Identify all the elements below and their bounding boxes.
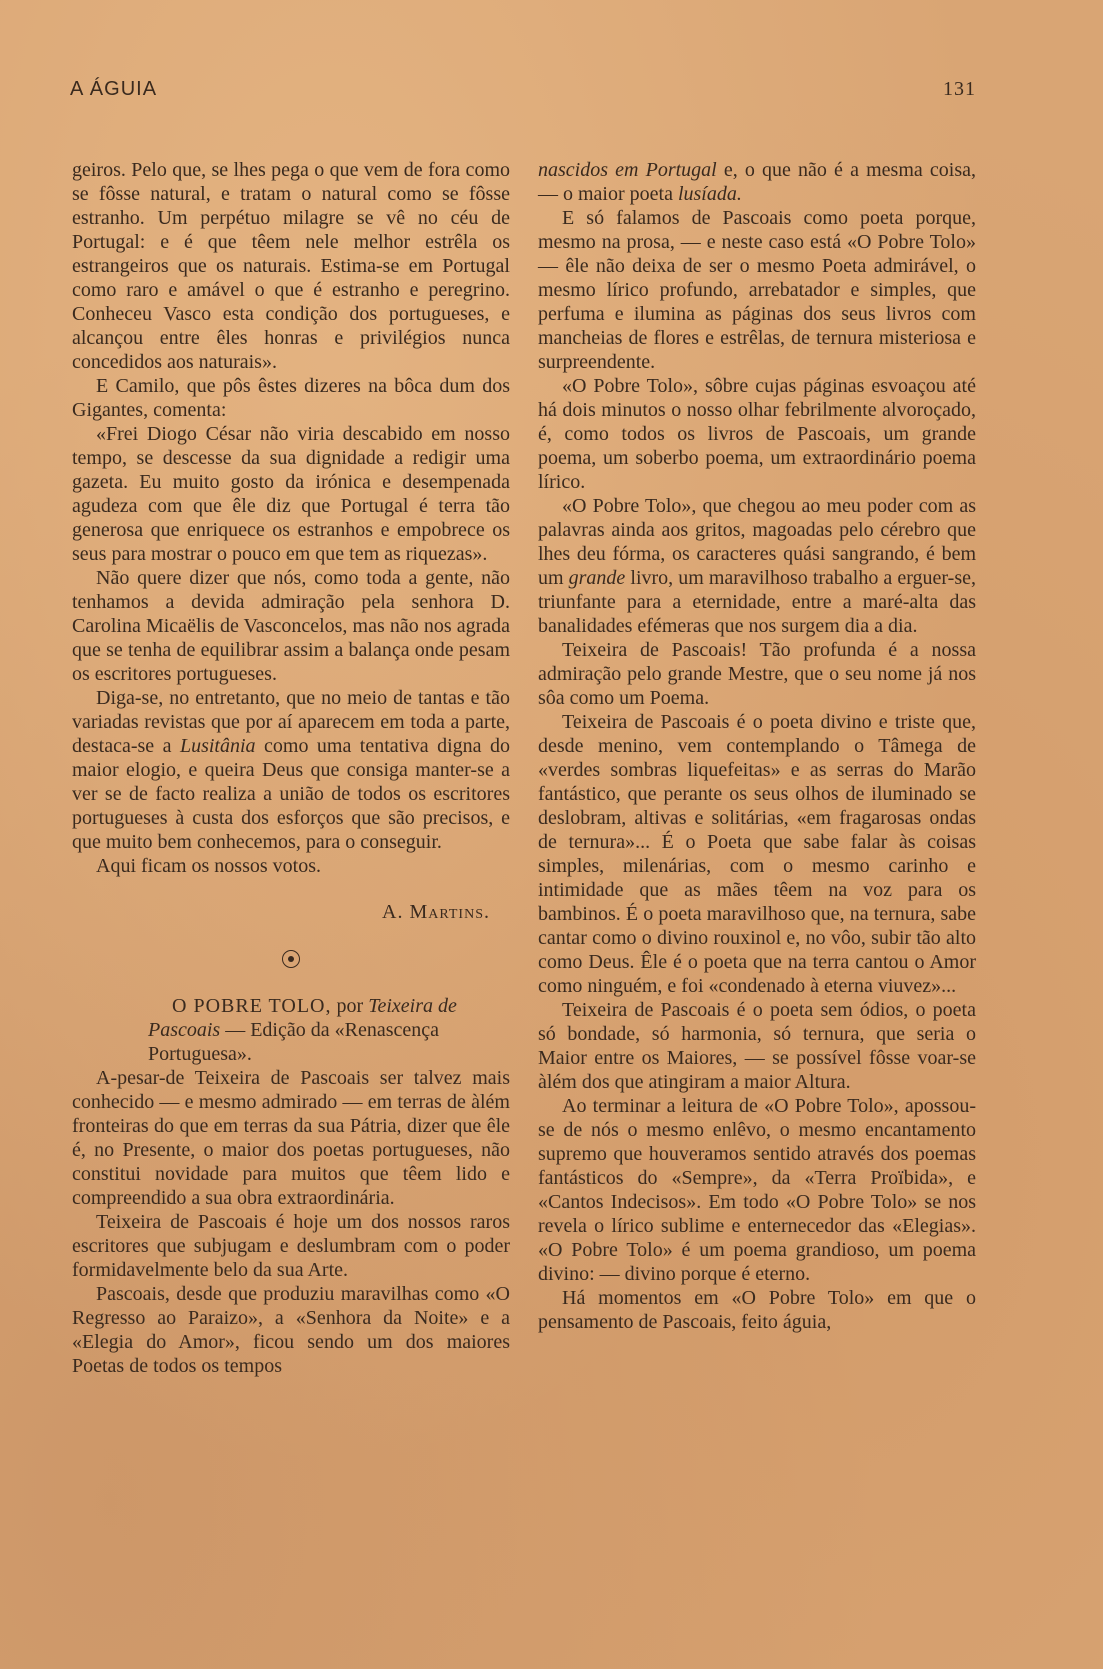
italic-text: nascidos em Portugal: [538, 159, 717, 181]
paragraph: Há momentos em «O Pobre Tolo» em que o pensamento de Pascoais, feito águia,: [538, 1287, 976, 1333]
journal-title: A ÁGUIA: [70, 78, 158, 100]
paragraph: A-pesar-de Teixeira de Pascoais ser talvez mais conhecido — e mesmo admirado — em terras de àlém fronteiras do que em terras da sua Pátria, dizer que êle é, no Presente, o maior dos poetas portugueses, não constitui novidade para muitos que têem lido e compreendido a sua obra extraordinária.: [72, 1067, 510, 1209]
section-ornament: [72, 950, 510, 974]
author-signature: A. Martins.: [382, 901, 490, 923]
paragraph: «Frei Diogo César não viria descabido em nosso tempo, se descesse da sua dignidade a redigir uma gazeta. Eu muito gosto da irónica e desempenada agudeza com que êle diz que Portugal é terra tão generosa que enriquece os estranhos e empobrece os seus para mostrar o pouco em que tem as riquezas».: [72, 423, 510, 565]
paragraph: E só falamos de Pascoais como poeta porque, mesmo na prosa, — e neste caso está «O Pobre Tolo» — êle não deixa de ser o mesmo Poeta admirável, o mesmo lírico profundo, arrebatador e simples, que perfuma e ilumina as páginas dos seus livros com mancheias de flores e estrêlas, de ternura misteriosa e surpreendente.: [538, 207, 976, 373]
paragraph: Teixeira de Pascoais é o poeta divino e triste que, desde menino, vem contemplando o Tâmega de «verdes sombras liquefeitas» e as serras do Marão fantástico, que perante os seus olhos de iluminado se deslobram, altivas e solitárias, «em fragarosas ondas de ternura»... É o Poeta que sabe falar às coisas simples, milenárias, com o mesmo carinho e intimidade que as mães têem na voz para os bambinos. É o poeta maravilhoso que, na ternura, sabe cantar como o divino rouxinol e, no vôo, subir tão alto como Deus. Êle é o poeta que na terra cantou o Amor como ninguém, e foi «condenado à eterna viuvez»...: [538, 711, 976, 997]
circle-ornament-icon: [282, 950, 300, 968]
text: por: [331, 995, 369, 1017]
paragraph: [538, 158, 976, 206]
text: Diga-se, no entretanto, que no meio de tantas e tão variadas revistas que por aí aparecem em toda a parte, destaca-se a: [72, 687, 510, 757]
review-author: Teixeira de Pascoais: [148, 995, 457, 1041]
italic-text: lusíada.: [677, 183, 742, 205]
italic-text: Lusitânia: [179, 735, 256, 757]
text: e, o que não é a mesma coisa, — o maior poeta: [538, 159, 976, 205]
italic-text: grande: [568, 567, 626, 589]
right-column: [538, 158, 976, 1334]
page-number: 131: [943, 78, 976, 100]
paragraph: Aqui ficam os nossos votos.: [96, 855, 321, 877]
running-head: [70, 78, 976, 104]
paragraph: Teixeira de Pascoais é hoje um dos nossos raros escritores que subjugam e deslumbram com o poder formidavelmente belo da sua Arte.: [72, 1211, 510, 1281]
paragraph: «O Pobre Tolo», sôbre cujas páginas esvoaçou até há dois minutos o nosso olhar febrilmente alvoroçado, é, como todos os livros de Pascoais, um grande poema, um soberbo poema, um extraordinário poema lírico.: [538, 375, 976, 493]
paragraph: Não quere dizer que nós, como toda a gente, não tenhamos a devida admiração pela senhora D. Carolina Micaëlis de Vasconcelos, mas não nos agrada que se tenha de equilibrar assim a balança onde pesam os escritores portugueses.: [72, 567, 510, 685]
left-column: [72, 158, 510, 1378]
paragraph: [72, 686, 510, 854]
text: como uma tentativa digna do maior elogio, e queira Deus que consiga manter-se a ver se de facto realiza a união de todos os escritores portugueses à custa dos esforços que são precisos, e que muito bem conhecemos, para o conseguir.: [72, 735, 510, 853]
paragraph: Ao terminar a leitura de «O Pobre Tolo», apossou-se de nós o mesmo enlêvo, o mesmo encantamento supremo que houveramos sentido através dos poemas fantásticos do «Sempre», da «Terra Proïbida», e «Cantos Indecisos». Em todo «O Pobre Tolo» se nos revela o lírico sublime e enternecedor das «Elegias». «O Pobre Tolo» é um poema grandioso, um poema divino: — divino porque é eterno.: [538, 1095, 976, 1285]
review-heading: [72, 994, 510, 1066]
paragraph: Teixeira de Pascoais é o poeta sem ódios, o poeta só bondade, só harmonia, só ternura, que seria o Maior entre os Maiores, — se possível fôsse voar-se àlém dos que atingiram a maior Altura.: [538, 999, 976, 1093]
text: «O Pobre Tolo», que chegou ao meu poder com as palavras ainda aos gritos, magoadas pelo cérebro que lhes deu fórma, os caracteres quási sangrando, é bem um: [538, 495, 976, 589]
paragraph: [538, 494, 976, 638]
review-edition: — Edição da «Renascença Portuguesa».: [148, 1019, 440, 1065]
paragraph: Teixeira de Pascoais! Tão profunda é a nossa admiração pelo grande Mestre, que o seu nome já nos sôa como um Poema.: [538, 639, 976, 709]
paragraph: Pascoais, desde que produziu maravilhas como «O Regresso ao Paraizo», a «Senhora da Noite» e a «Elegia do Amor», ficou sendo um dos maiores Poetas de todos os tempos: [72, 1283, 510, 1377]
paragraph: geiros. Pelo que, se lhes pega o que vem de fora como se fôsse natural, e tratam o natural como se fôsse estranho. Um perpétuo milagre se vê no céu de Portugal: e é que têem nele melhor estrêla os estrangeiros que os naturais. Estima-se em Portugal como raro e amável o que é estranho e peregrino. Conheceu Vasco esta condição dos portugueses, e alcançou entre êles honras e privilégios nunca concedidos aos naturais».: [72, 159, 510, 373]
review-title: O POBRE TOLO,: [172, 995, 332, 1017]
paragraph: E Camilo, que pôs êstes dizeres na bôca dum dos Gigantes, comenta:: [72, 375, 510, 421]
text: livro, um maravilhoso trabalho a erguer-se, triunfante para a eternidade, entre a maré-alta das banalidades efémeras que nos surgem dia a dia.: [538, 567, 977, 637]
